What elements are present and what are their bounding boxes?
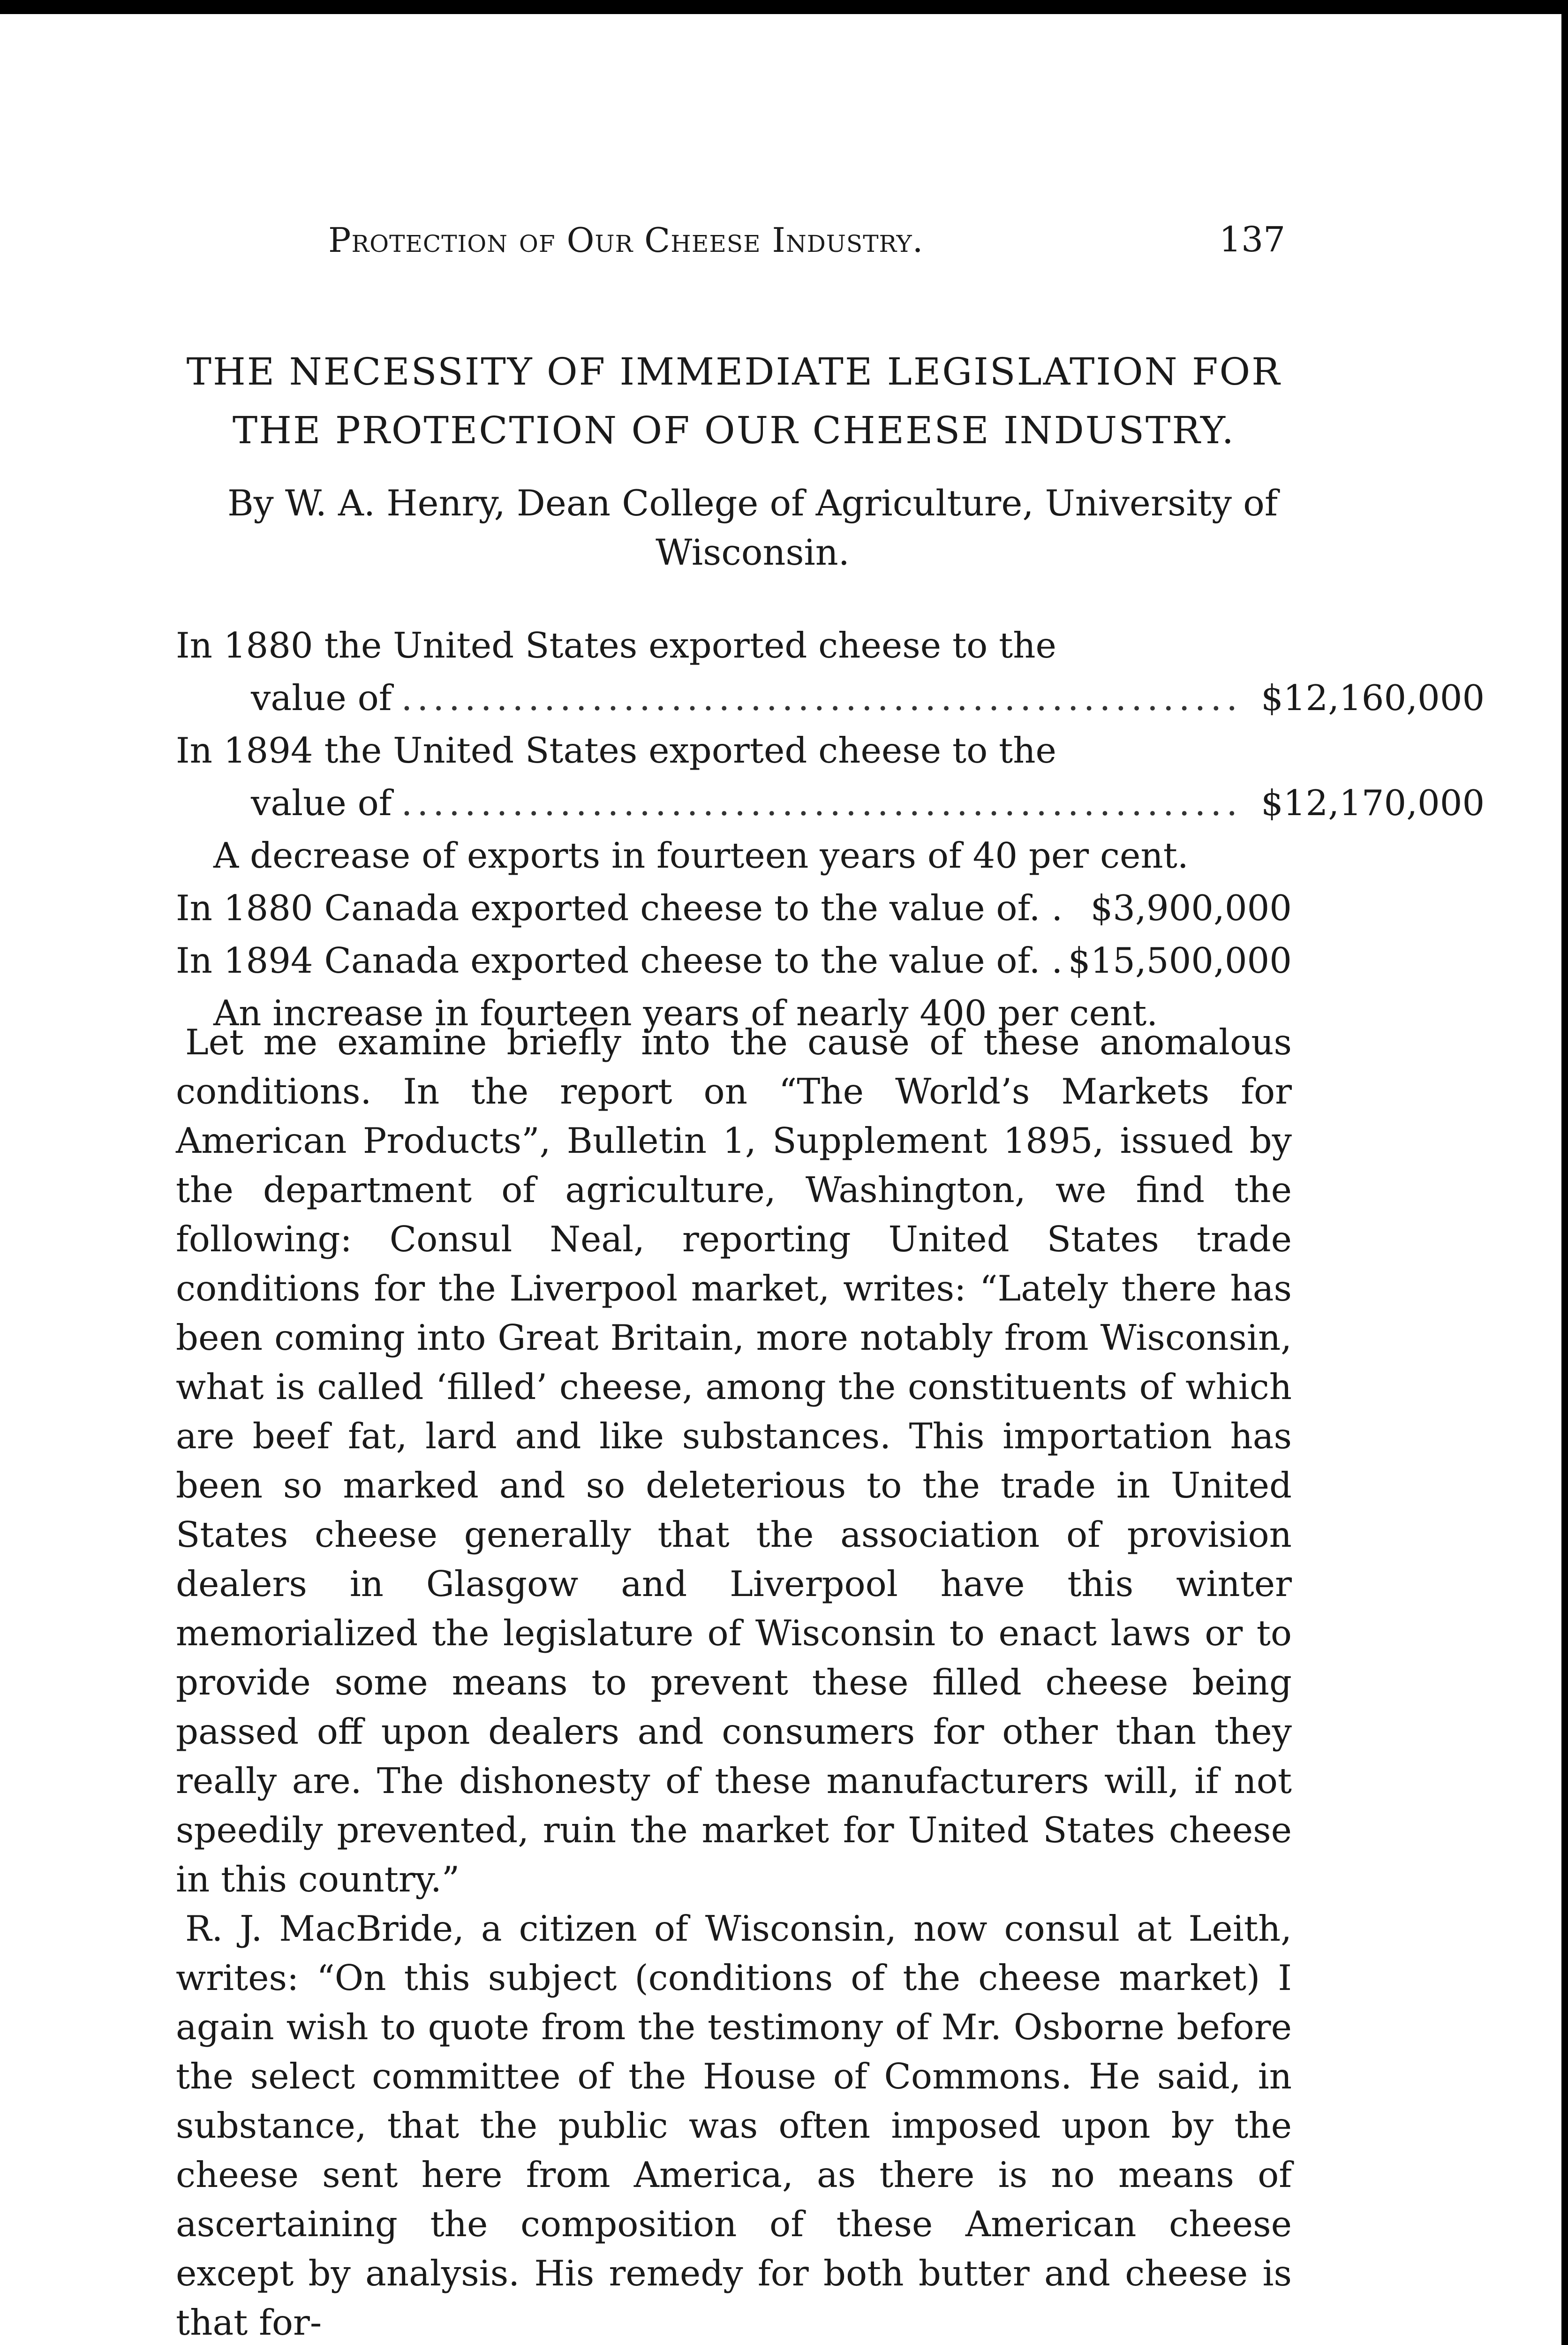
- us-1894-row-1: In 1894 the United States exported cheese to the: [176, 730, 1056, 771]
- byline-line-2: Wisconsin.: [656, 531, 850, 573]
- export-statistics: [176, 619, 1485, 1039]
- byline-line-1: By W. A. Henry, Dean College of Agriculture, University of: [227, 482, 1278, 524]
- canada-1894-amount: $15,500,000: [1068, 940, 1292, 981]
- byline: [176, 478, 1329, 577]
- dot-leader: .....................................................: [401, 677, 1243, 719]
- page-number: 137: [1219, 219, 1286, 260]
- canada-1894-row: In 1894 Canada exported cheese to the value of. . $15,500,000: [176, 934, 1292, 987]
- dot-leader: .....................................................: [401, 782, 1243, 824]
- scan-border-top: [0, 0, 1568, 14]
- us-summary: A decrease of exports in fourteen years of 40 per cent.: [213, 835, 1189, 876]
- running-head: Protection of Our Cheese Industry.: [328, 220, 924, 260]
- us-1894-row-2: value of ..................................................... $12,170,000: [176, 777, 1292, 829]
- scan-border-right: [1561, 0, 1568, 2345]
- body-text: [176, 1018, 1292, 2345]
- us-1880-row-2: value of ..................................................... $12,160,000: [176, 672, 1292, 724]
- article-title: [176, 342, 1292, 460]
- canada-1880-amount: $3,900,000: [1090, 887, 1292, 929]
- us-1880-row-1: In 1880 the United States exported cheese to the: [176, 625, 1056, 666]
- title-line-2: THE PROTECTION OF OUR CHEESE INDUSTRY.: [232, 408, 1236, 452]
- us-1894-amount: $12,170,000: [1261, 782, 1485, 824]
- us-1880-amount: $12,160,000: [1261, 677, 1485, 719]
- title-line-1: THE NECESSITY OF IMMEDIATE LEGISLATION FOR: [186, 350, 1282, 393]
- paragraph-2: R. J. MacBride, a citizen of Wisconsin, now consul at Leith, writes: “On this subject (conditions of the cheese market) I again wish to quote from the testimony of Mr. Osborne before the select committee of the House of Commons. He said, in substance, that the public was often imposed upon by the cheese sent here from America, as there is no means of ascertaining the composition of these American cheese except by analysis. His remedy for both butter and cheese is that for-: [176, 1908, 1292, 2343]
- canada-1880-row: In 1880 Canada exported cheese to the value of. . $3,900,000: [176, 882, 1292, 934]
- paragraph-1: Let me examine briefly into the cause of these anomalous conditions. In the report on “The World’s Markets for American Products”, Bulletin 1, Supplement 1895, issued by the department of agriculture, Washington, we find the following: Consul Neal, reporting United States trade conditions for the Liverpool market, writes: “Lately there has been coming into Great Britain, more notably from Wisconsin, what is called ‘filled’ cheese, among the constituents of which are beef fat, lard and like substances. This importation has been so marked and so deleterious to the trade in United States cheese generally that the association of provision dealers in Glasgow and Liverpool have this winter memorialized the legislature of Wisconsin to enact laws or to provide some means to prevent these filled cheese being passed off upon dealers and consumers for other than they really are. The dishonesty of these manufacturers will, if not speedily prevented, ruin the market for United States cheese in this country.”: [176, 1021, 1292, 1900]
- canada-summary: An increase in fourteen years of nearly 400 per cent.: [213, 992, 1158, 1034]
